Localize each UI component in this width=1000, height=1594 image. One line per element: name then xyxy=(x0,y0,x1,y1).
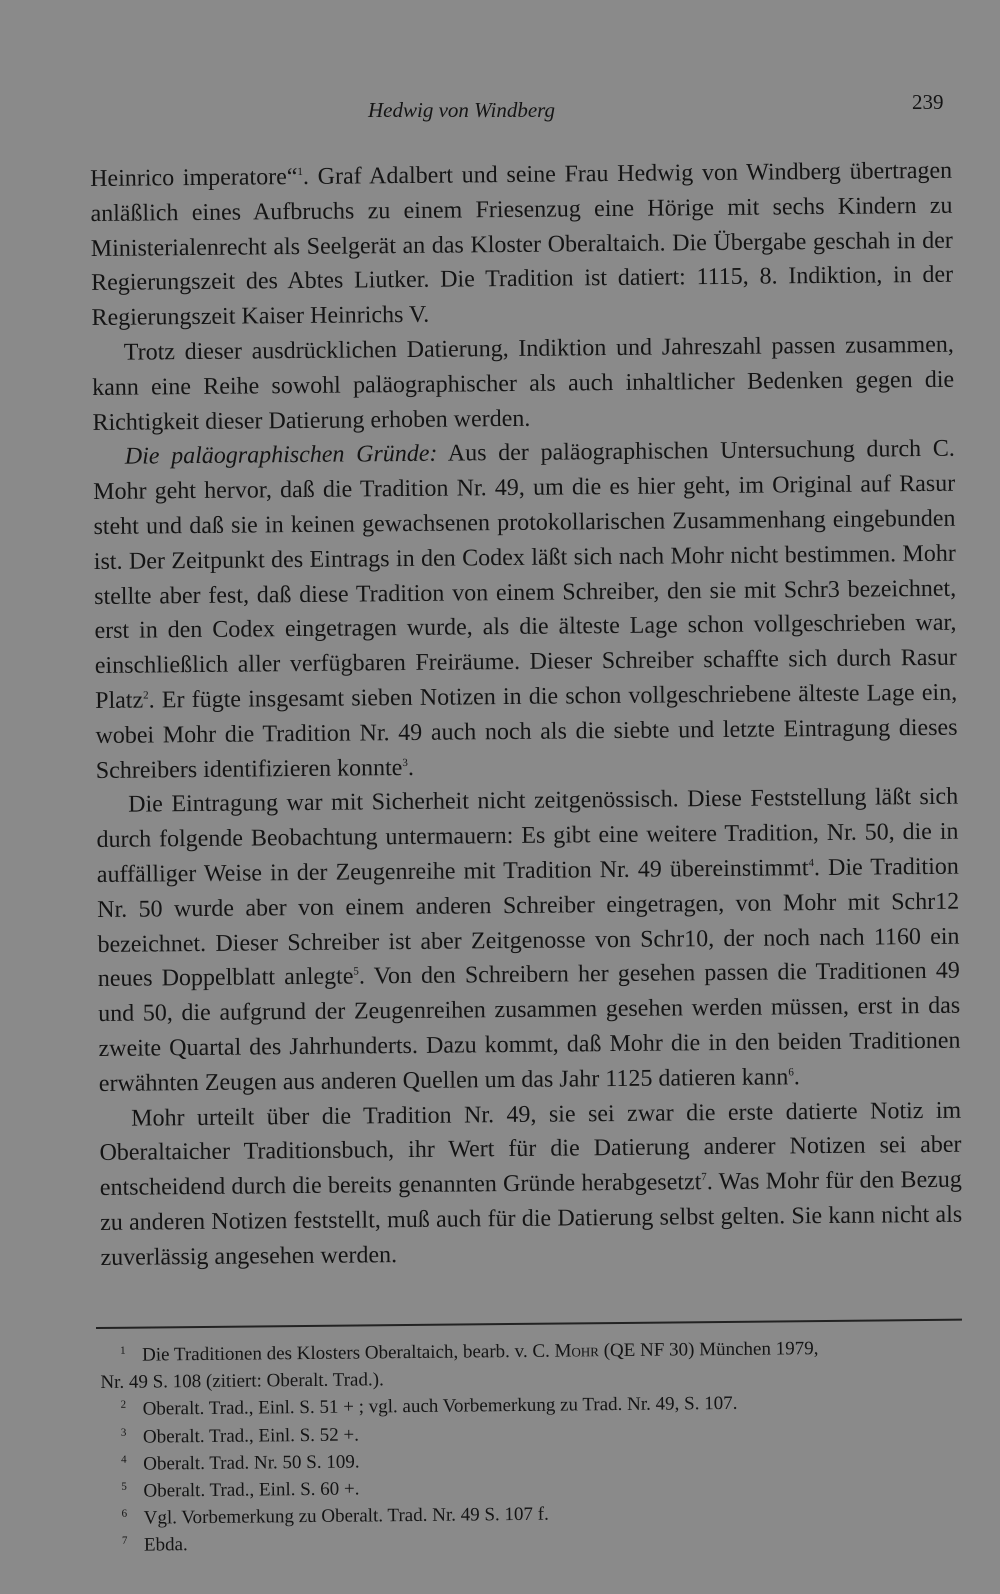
footnote-6-mark: 6 xyxy=(121,1507,128,1521)
paragraph-5-text-a: Mohr urteilt über die Tradition Nr. 49, sie sei zwar die erste datierte Notiz im Oberaltaicher Traditionsbuch, ihr Wert für die Datierung anderer Notizen sei aber entscheidend durch die bereits genannten Gründe herabgesetzt xyxy=(99,1097,962,1202)
footnote-2-text: Oberalt. Trad., Einl. S. 51 + ; vgl. auch Vorbemerkung zu Trad. Nr. 49, S. 107. xyxy=(142,1393,738,1420)
paragraph-4-text-a: Die Eintragung war mit Sicherheit nicht zeitgenössisch. Diese Feststellung läßt sich durch folgende Beobachtung untermauern: Es gibt eine weitere Tradition, Nr. 50, die in auffälliger Weise in der Zeugenreihe mit Tradition Nr. 49 übereinstimmt xyxy=(96,784,959,888)
footnote-1-mark: 1 xyxy=(120,1344,126,1357)
main-text xyxy=(90,154,963,1276)
paragraph-2-text: Trotz dieser ausdrücklichen Datierung, Indiktion und Jahreszahl passen zusammen, kann eine Reihe sowohl paläographischer als auch inhaltlicher Bedenken gegen die Richtigkeit dieser Datierung erhoben werden. xyxy=(92,331,955,436)
footnote-ref-6: 6 xyxy=(788,1066,794,1079)
footnote-1 xyxy=(100,1334,962,1397)
paragraph-1 xyxy=(90,154,954,336)
footnote-ref-5: 5 xyxy=(353,965,359,978)
footnotes xyxy=(100,1334,964,1560)
footnote-5-text: Oberalt. Trad., Einl. S. 60 +. xyxy=(143,1478,360,1502)
footnote-1-author: Mohr xyxy=(554,1340,600,1362)
paragraph-3-italic-lead: Die paläographischen Gründe: xyxy=(124,441,438,471)
footnote-7-mark: 7 xyxy=(121,1535,128,1548)
running-title: Hedwig von Windberg xyxy=(368,98,556,122)
paragraph-3-text-a: Aus der paläographischen Untersuchung durch C. Mohr geht hervor, daß die Tradition Nr. 49, um die es hier geht, im Original auf Rasur steht und daß sie in keinen gewachsenen protokollarischen Zusammenhang eingebunden ist. Der Zeitpunkt des Eintrags in den Codex läßt sich nach Mohr nicht bestimmen. Mohr stellte aber fest, daß diese Tradition von einem Schreiber, den sie mit Schr3 bezeichnet, erst in den Codex eingetragen wurde, als die älteste Lage schon vollgeschrieben war, einschließlich aller verfügbaren Freiräume. Dieser Schreiber schaffte sich durch Rasur Platz xyxy=(93,436,957,714)
footnote-3-mark: 3 xyxy=(120,1426,127,1439)
paragraph-4-text-c: . Von den Schreibern her gesehen passen die Traditionen 49 und 50, die aufgrund der Zeugenreihen zusammen gesehen werden müssen, erst in das zweite Quartal des Jahrhunderts. Dazu kommt, daß Mohr die in den beiden Traditionen erwähnten Zeugen aus anderen Quellen um das Jahr 1125 datieren kann xyxy=(98,958,961,1097)
paragraph-1-text: . Graf Adalbert und seine Frau Hedwig von Windberg übertragen anläßlich eines Aufbruchs zu einem Friesenzug eine Hörige mit sechs Kindern zu Ministerialenrecht als Seelgerät an das Kloster Oberaltaich. Die Übergabe geschah in der Regierungszeit des Abtes Liutker. Die Tradition ist datiert: 1115, 8. Indiktion, in der Regierungszeit Kaiser Heinrichs V. xyxy=(90,157,954,332)
footnote-2-mark: 2 xyxy=(120,1399,127,1412)
footnote-ref-2: 2 xyxy=(143,689,149,702)
footnote-6-text: Vgl. Vorbemerkung zu Oberalt. Trad. Nr. 49 S. 107 f. xyxy=(143,1503,549,1529)
footnote-1-line-2: Nr. 49 S. 108 (zitiert: Oberalt. Trad.). xyxy=(100,1369,384,1394)
paragraph-2 xyxy=(92,328,955,441)
paragraph-3 xyxy=(93,432,958,788)
footnote-4-mark: 4 xyxy=(121,1453,127,1466)
footnote-1-text-a: Die Traditionen des Klosters Oberaltaich, bearb. v. C. xyxy=(142,1340,555,1366)
footnote-4-text: Oberalt. Trad. Nr. 50 S. 109. xyxy=(143,1451,360,1475)
paragraph-4 xyxy=(96,780,961,1101)
paragraph-3-text-c: . xyxy=(407,754,415,781)
paragraph-3-text-b: . Er fügte insgesamt sieben Notizen in die schon vollgeschriebene älteste Lage ein, wobei Mohr die Tradition Nr. 49 auch noch als die siebte und letzte Eintragung dieses Schreibers identifizieren konnte xyxy=(95,679,958,784)
footnote-7-text: Ebda. xyxy=(143,1534,188,1557)
page-number: 239 xyxy=(912,90,944,114)
footnote-5-mark: 5 xyxy=(121,1480,127,1493)
footnote-ref-3: 3 xyxy=(402,756,408,769)
footnote-ref-7: 7 xyxy=(701,1171,707,1184)
footnote-3-text: Oberalt. Trad., Einl. S. 52 +. xyxy=(142,1424,360,1448)
paragraph-4-text-d: . xyxy=(793,1063,800,1091)
footnote-ref-4: 4 xyxy=(808,857,814,870)
footnote-ref-1: 1 xyxy=(297,165,303,179)
paragraph-4-text-b: . Die Tradition Nr. 50 wurde aber von einem anderen Schreiber eingetragen, von Mohr mit Schr12 bezeichnet. Dieser Schreiber ist aber Zeitgenosse von Schr10, der noch nach 1160 ein neues Doppelblatt anlegte xyxy=(97,853,960,993)
footnote-1-text-b: (QE NF 30) München 1979, xyxy=(598,1338,819,1362)
paragraph-1-lead: Heinrico imperatore“ xyxy=(90,164,298,192)
footnote-separator-rule xyxy=(96,1319,962,1329)
paragraph-5-text-b: . Was Mohr für den Bezug zu anderen Notizen feststellt, muß auch für die Datierung selbst gelten. Sie kann nicht als zuverlässig angesehen werden. xyxy=(100,1166,963,1271)
paragraph-5 xyxy=(99,1093,963,1275)
